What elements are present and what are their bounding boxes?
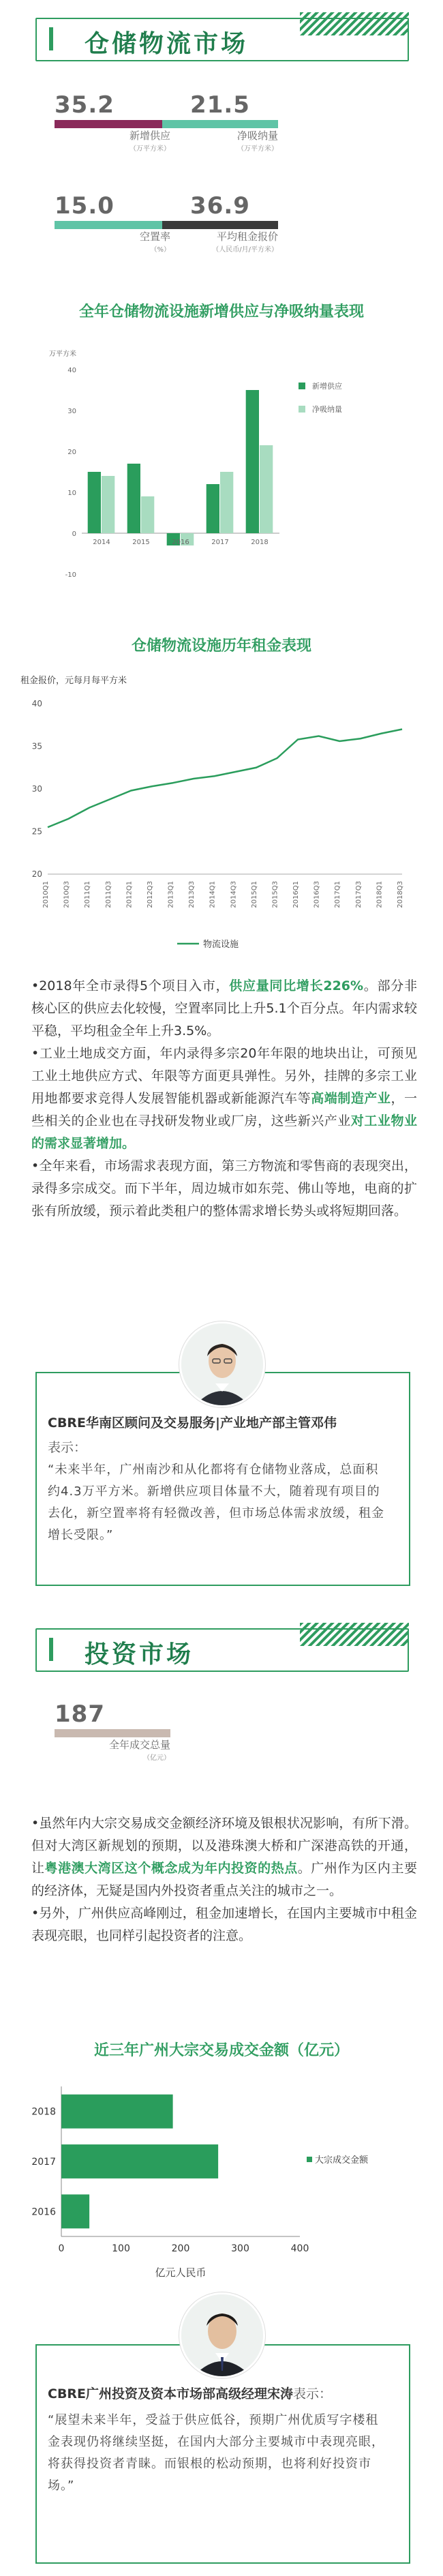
warehouse-market-summary [31,975,417,1223]
y-tick-label: 30 [31,784,42,794]
metric-underline [55,1729,170,1737]
highlight-text: 粤港澳大湾区这个概念成为年内投资的热点 [44,1861,298,1876]
x-tick-label: 100 [112,2243,130,2254]
bar-2018-0 [246,390,259,533]
metric-investment-total [55,1701,170,1762]
y-axis-label: 万平方米 [49,350,76,358]
section-title-text: 投资市场 [85,1641,194,1668]
investment-volume-chart [27,2073,423,2291]
bar-2018 [61,2095,173,2129]
y-tick-label: 2017 [31,2157,56,2168]
x-tick-label: 2011Q1 [84,881,92,908]
x-tick-label: 2016Q1 [292,881,301,908]
metric-underline [162,120,278,128]
highlight-text: 对工业物业的需求显著增加。 [31,1113,417,1151]
metric-label: 空置率 [139,230,170,243]
section-title-warehouse [35,18,409,61]
metric-underline [55,120,170,128]
quote2-lead: 表示： [293,2386,333,2401]
y-tick-label: 25 [31,826,42,837]
body-text: •2018年全市录得5个项目入市， [31,978,230,993]
x-tick-label: 2018Q1 [376,881,384,908]
person-icon [181,1323,263,1405]
quote2-speaker-name: CBRE广州投资及资本市场部高级经理宋涛 [48,2386,294,2401]
stripe-decoration [300,12,409,35]
x-tick-label: 2015Q1 [250,881,258,908]
quote1-speaker: CBRE华南区顾问及交易服务|产业地产部主管邓伟 [48,1416,337,1431]
legend-label: 大宗成交金额 [315,2155,369,2166]
rent-trend-chart [20,670,423,956]
x-tick-label: 2010Q1 [42,881,50,908]
stripe-decoration [300,1623,409,1646]
x-tick-label: 2011Q3 [104,881,112,908]
x-tick-label: 2014Q1 [209,881,217,908]
section-title-text: 仓储物流市场 [85,30,249,58]
body-text: •全年来看，市场需求表现方面，第三方物流和零售商的表现突出，录得多宗成交。而下半年，周边城市如东莞、佛山等地，电商的扩张有所放缓，预示着此类租户的整体需求增长势头或将短期回落。 [31,1158,417,1218]
legend-label: 净吸纳量 [312,405,342,414]
x-tick-label: 2014Q3 [230,881,238,908]
metric-label: 新增供应 [129,130,170,142]
chart2-title: 仓储物流设施历年租金表现 [131,638,311,655]
y-tick-label: 30 [67,408,76,415]
quote1-text: “未来半年，广州南沙和从化都将有仓储物业落成，总面积约4.3万平方米。新增供应项目体量不大，随着现有项目的去化，新空置率将有轻微改善，但市场总体需求放缓，租金增长受限。” [48,1463,384,1542]
avatar-songtao [179,2292,265,2378]
section-title-investment [35,1628,409,1672]
y-tick-label: 10 [67,490,76,497]
bar-2018-1 [260,445,273,533]
metric-unit: （万平方米） [129,145,170,153]
metric-unit: （%） [150,246,170,254]
x-tick-label: 2016 [172,539,189,546]
metric-unit: （人民币/月/平方米） [212,246,278,254]
investment-market-summary [31,1812,417,1947]
x-tick-label: 2010Q3 [63,881,71,908]
x-tick-label: 2014 [93,539,110,546]
metric-value: 15.0 [55,192,114,220]
metric-value: 187 [55,1701,105,1728]
x-tick-label: 2018Q3 [397,881,404,908]
legend-label: 新增供应 [312,382,342,391]
metric-underline [55,221,170,229]
avatar-dengwei [179,1321,265,1407]
y-tick-label: 40 [31,699,42,708]
legend-swatch [299,383,305,389]
supply-absorption-chart [41,335,402,601]
legend-label: 物流设施 [203,940,239,950]
x-tick-label: 300 [231,2243,249,2254]
person-icon [181,2294,263,2376]
x-tick-label: 2018 [251,539,269,546]
body-text: •虽然年内大宗交易成交金额经济环境及银根状况影响，有所下滑。但对大湾区新规划的预期，以及港珠澳大桥和广深港高铁的开通，让 [31,1816,417,1876]
bar-2014-1 [102,476,114,533]
bar-2017-1 [220,472,233,533]
metric-value: 21.5 [190,91,250,119]
highlight-text: 供应量同比增长226% [229,978,364,993]
metric-label: 全年成交总量 [108,1739,170,1751]
metric-unit: （万平方米） [237,145,278,153]
metric-avg-rent [162,192,278,254]
x-tick-label: 2012Q3 [146,881,154,908]
x-tick-label: 2015 [132,539,150,546]
metric-vacancy [55,192,170,254]
y-tick-label: 2018 [31,2106,56,2118]
y-tick-label: 2016 [31,2206,56,2218]
body-text: ，一些相关的企业也在寻找研发物业或厂房，这些新兴产业 [31,1091,417,1128]
y-tick-label: 0 [72,530,76,538]
x-tick-label: 2013Q1 [167,881,175,908]
y-axis-label: 租金报价，元每月每平方米 [20,676,127,686]
legend-swatch [299,406,305,413]
bar-2016 [61,2194,89,2228]
body-text: 。部分非核心区的供应去化较慢，空置率同比上升5.1个百分点。年内需求较平稳，平均租金全年上升3.5%。 [31,978,417,1038]
metric-label: 净吸纳量 [236,130,278,142]
body-text: •工业土地成交方面，年内录得多宗20年年限的地块出让，可预见工业土地供应方式、年限等方面更具弹性。另外，挂牌的多宗工业用地都要求竞得人发展智能机器或新能源汽车等 [31,1046,417,1106]
bar-2017 [61,2144,218,2178]
metric-new-supply [55,91,170,153]
quote2-text: “展望未来半年，受益于供应低谷，预期广州优质写字楼租金表现仍将继续坚挺，在国内大部分主要城市中表现亮眼，将获得投资者青睐。而银根的松动预期，也将利好投资市场。” [48,2413,384,2493]
x-tick-label: 0 [58,2243,65,2254]
x-axis-label: 亿元人民币 [155,2266,207,2279]
chart3-title: 近三年广州大宗交易成交金额（亿元） [93,2042,349,2059]
title-accent-bar [49,27,53,50]
legend-swatch [307,2157,312,2162]
x-tick-label: 2016Q3 [313,881,321,908]
bar-2015-0 [127,464,140,533]
x-tick-label: 2013Q3 [188,881,196,908]
x-tick-label: 2015Q3 [271,881,279,908]
bar-2014-0 [88,472,101,533]
body-text: 。广州作为区内主要的经济体，无疑是国内外投资者重点关注的城市之一。 [31,1861,417,1898]
metric-value: 35.2 [55,91,114,119]
y-tick-label: -10 [65,571,76,579]
bar-2015-1 [141,496,154,533]
y-tick-label: 35 [31,741,42,751]
x-tick-label: 2017Q3 [354,881,363,908]
metric-label: 平均租金报价 [216,230,278,243]
quote2-speaker [48,2384,332,2402]
x-tick-label: 2017Q1 [334,881,342,908]
x-tick-label: 2012Q1 [125,881,134,908]
metric-net-absorption [162,91,278,153]
body-text: •另外，广州供应高峰刚过，租金加速增长，在国内主要城市中租金表现亮眼，也同样引起投资者的注意。 [31,1906,417,1943]
x-tick-label: 2017 [211,539,229,546]
rent-series-line [48,730,402,828]
y-tick-label: 40 [67,367,76,374]
x-tick-label: 200 [171,2243,190,2254]
chart1-title: 全年仓储物流设施新增供应与净吸纳量表现 [78,303,364,320]
metric-underline [162,221,278,229]
y-tick-label: 20 [31,869,42,879]
y-tick-label: 20 [67,449,76,456]
x-tick-label: 400 [290,2243,309,2254]
highlight-text: 高端制造产业 [311,1091,391,1106]
bar-2017-0 [207,484,219,533]
metric-value: 36.9 [190,192,250,220]
metric-unit: （亿元） [143,1754,170,1762]
title-accent-bar [49,1638,53,1661]
quote1-lead: 表示： [48,1440,87,1455]
